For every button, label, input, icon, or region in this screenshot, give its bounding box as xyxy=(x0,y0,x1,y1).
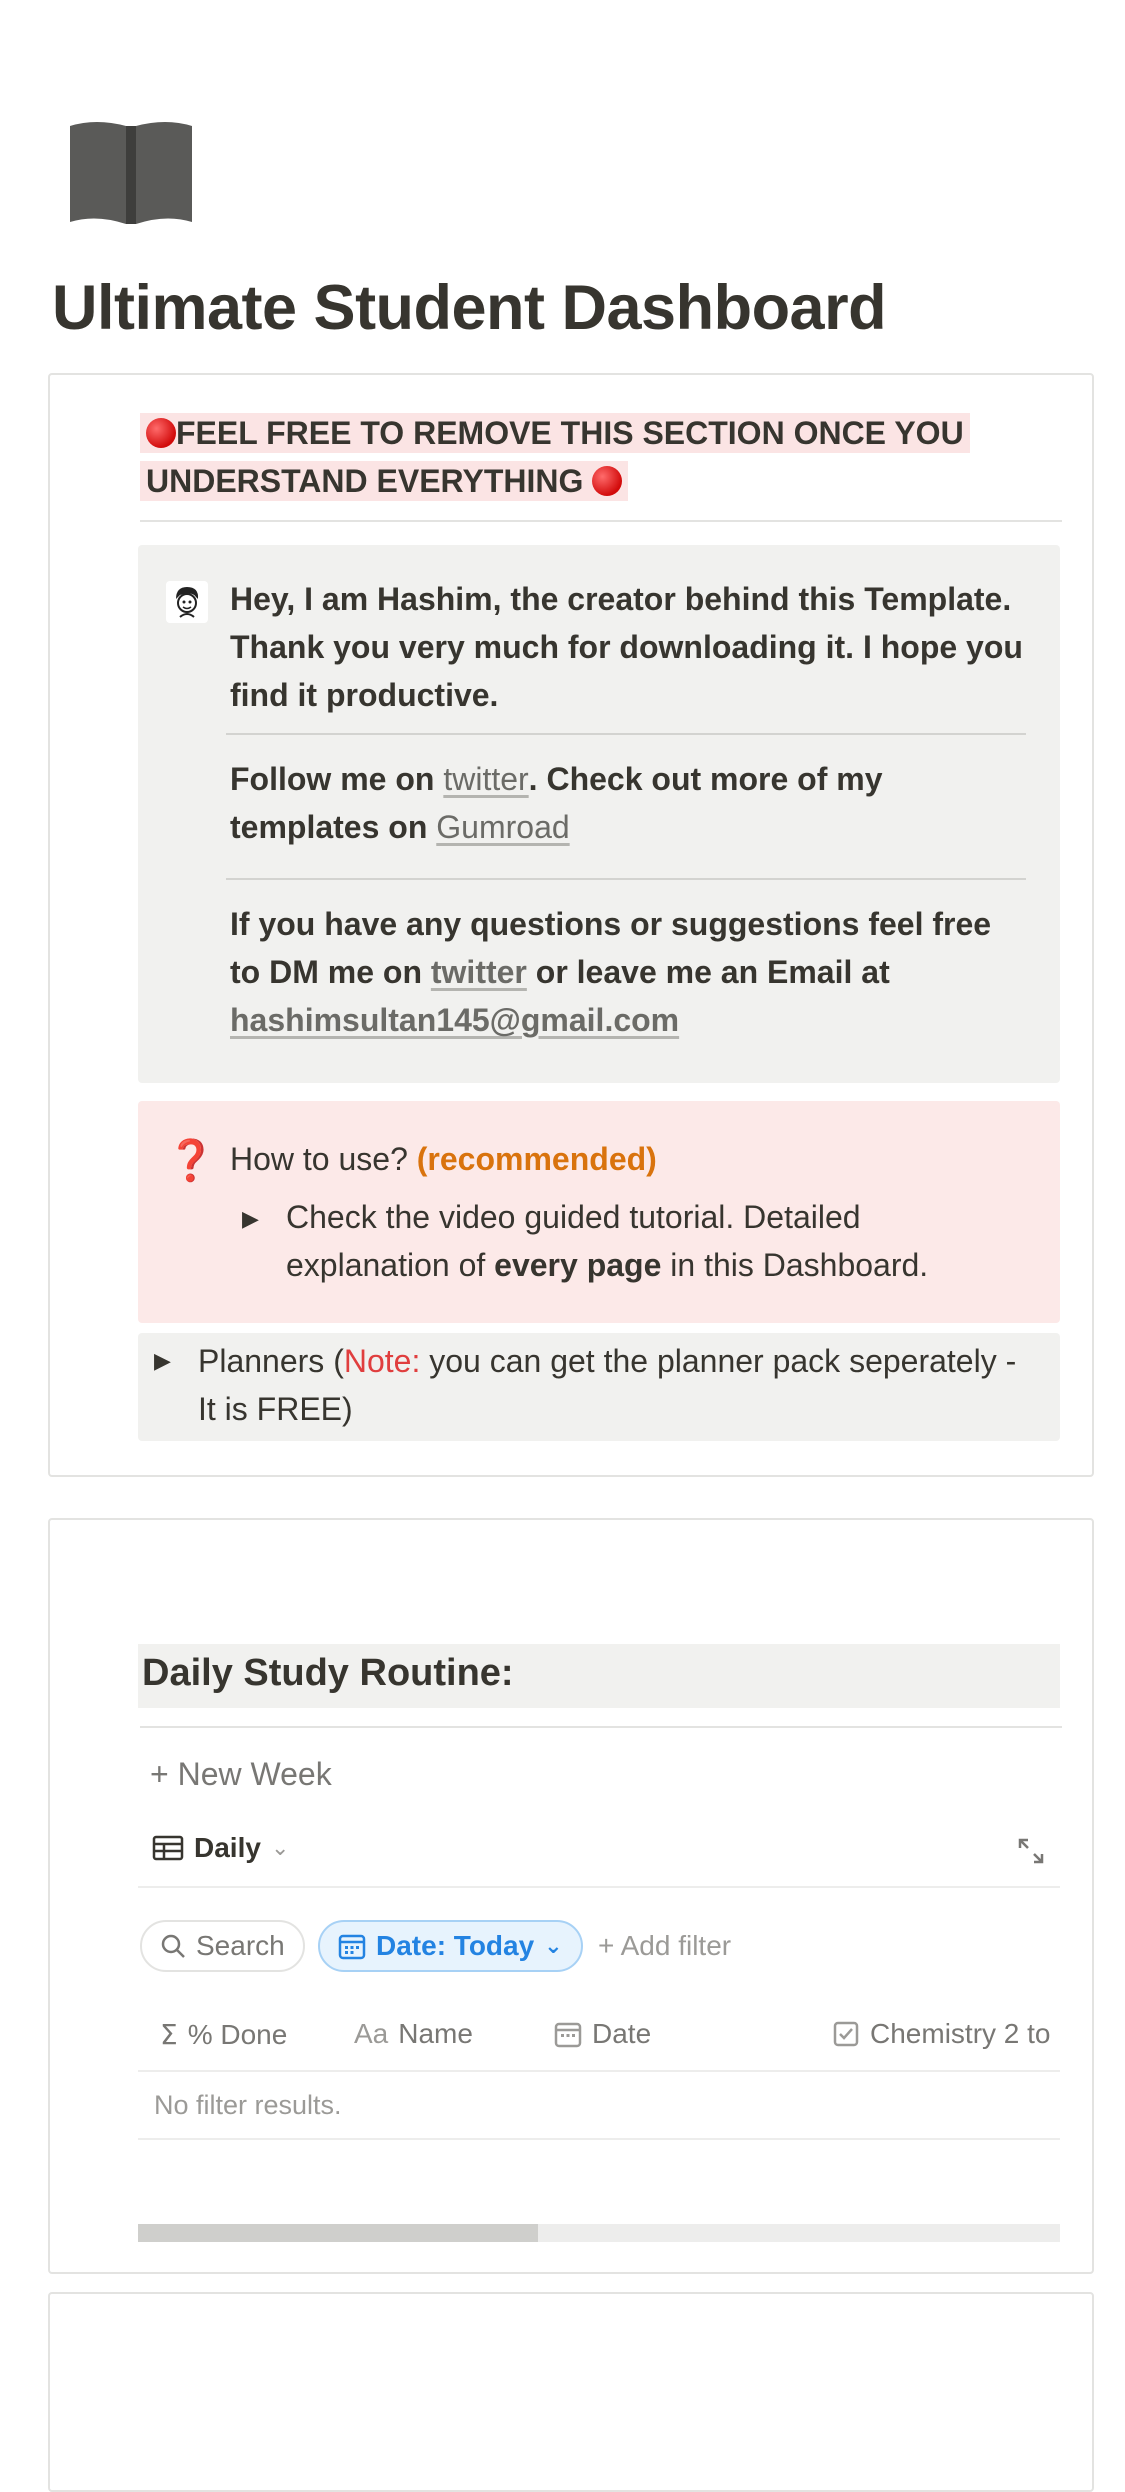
warning-text: FEEL FREE TO REMOVE THIS SECTION ONCE YOU UNDERSTAND EVERYTHING xyxy=(146,415,964,499)
routine-panel xyxy=(48,1518,1094,2274)
add-filter-button[interactable]: + Add filter xyxy=(598,1930,732,1961)
database-title: Daily Study Routine: xyxy=(142,1652,514,1694)
red-circle-icon xyxy=(592,466,622,496)
column-header-chemistry[interactable]: Chemistry 2 to xyxy=(832,2018,1051,2050)
note-label: Note: xyxy=(343,1343,421,1379)
scrollbar-thumb[interactable] xyxy=(138,2224,538,2242)
empty-results-row xyxy=(138,2072,1060,2140)
empty-message: No filter results. xyxy=(154,2090,342,2120)
divider xyxy=(140,1726,1062,1728)
warning-banner xyxy=(140,409,1070,505)
planners-toggle[interactable] xyxy=(138,1333,1060,1441)
red-circle-icon xyxy=(146,418,176,448)
contact-twitter-link[interactable]: twitter xyxy=(430,954,527,990)
column-header-done[interactable]: Σ % Done xyxy=(160,2018,288,2051)
view-tab-daily[interactable] xyxy=(152,1832,289,1864)
date-filter-chip[interactable]: Date: Today ⌄ xyxy=(318,1920,583,1972)
sigma-icon: Σ xyxy=(160,2018,178,2051)
intro-panel xyxy=(48,373,1094,1477)
question-mark-icon: ❓ xyxy=(166,1138,216,1184)
view-row xyxy=(138,1820,1060,1888)
creator-callout xyxy=(138,545,1060,1083)
twitter-link[interactable]: twitter xyxy=(443,761,529,797)
plus-icon: + xyxy=(598,1930,621,1961)
contact-text: If you have any questions or suggestions feel free to DM me on twitter or leave me an Email at hashimsultan145@gmail.com xyxy=(230,906,992,1038)
checkbox-icon xyxy=(832,2020,860,2048)
page-title: Ultimate Student Dashboard xyxy=(52,273,887,343)
next-panel xyxy=(48,2292,1094,2492)
divider xyxy=(226,733,1026,735)
toggle-arrow-icon[interactable]: ▶ xyxy=(242,1207,259,1232)
calendar-icon xyxy=(338,1932,366,1960)
database-title-bar xyxy=(138,1644,1060,1708)
view-name: Daily xyxy=(194,1832,261,1863)
table-header-row xyxy=(138,2002,1060,2072)
book-icon[interactable] xyxy=(66,118,196,228)
chevron-down-icon: ⌄ xyxy=(270,1835,290,1860)
column-header-name[interactable]: Aa Name xyxy=(354,2018,473,2049)
email-link[interactable]: hashimsultan145@gmail.com xyxy=(230,1002,680,1038)
horizontal-scrollbar[interactable] xyxy=(138,2224,1060,2242)
text-aa-icon: Aa xyxy=(354,2018,389,2049)
column-header-date[interactable]: Date xyxy=(554,2018,651,2050)
search-button[interactable]: Search xyxy=(140,1920,305,1972)
calendar-icon xyxy=(554,2020,582,2048)
divider xyxy=(140,520,1062,522)
expand-icon[interactable] xyxy=(1016,1836,1046,1866)
plus-icon: + xyxy=(150,1756,178,1792)
gumroad-link[interactable]: Gumroad xyxy=(436,809,570,845)
table-icon xyxy=(152,1835,184,1861)
hashim-avatar-icon xyxy=(166,581,208,623)
recommended-label: (recommended) xyxy=(416,1141,657,1177)
howto-callout xyxy=(138,1101,1060,1323)
planners-text: Planners (Note: you can get the planner pack seperately - It is FREE) xyxy=(198,1343,1017,1427)
filter-row xyxy=(138,1918,1060,1978)
toggle-arrow-icon[interactable]: ▶ xyxy=(154,1349,171,1374)
divider xyxy=(226,878,1026,880)
tutorial-toggle[interactable]: Check the video guided tutorial. Detailed explanation of every page in this Dashboard. xyxy=(286,1199,929,1283)
chevron-down-icon: ⌄ xyxy=(544,1933,563,1958)
howto-label: How to use? (recommended) xyxy=(230,1141,657,1177)
follow-text: Follow me on twitter. Check out more of my templates on Gumroad xyxy=(230,761,883,845)
creator-greeting: Hey, I am Hashim, the creator behind this Template. Thank you very much for downloading it. I hope you find it productive. xyxy=(230,581,1023,713)
new-week-button[interactable]: + New Week xyxy=(150,1756,332,1792)
search-icon xyxy=(160,1933,186,1959)
